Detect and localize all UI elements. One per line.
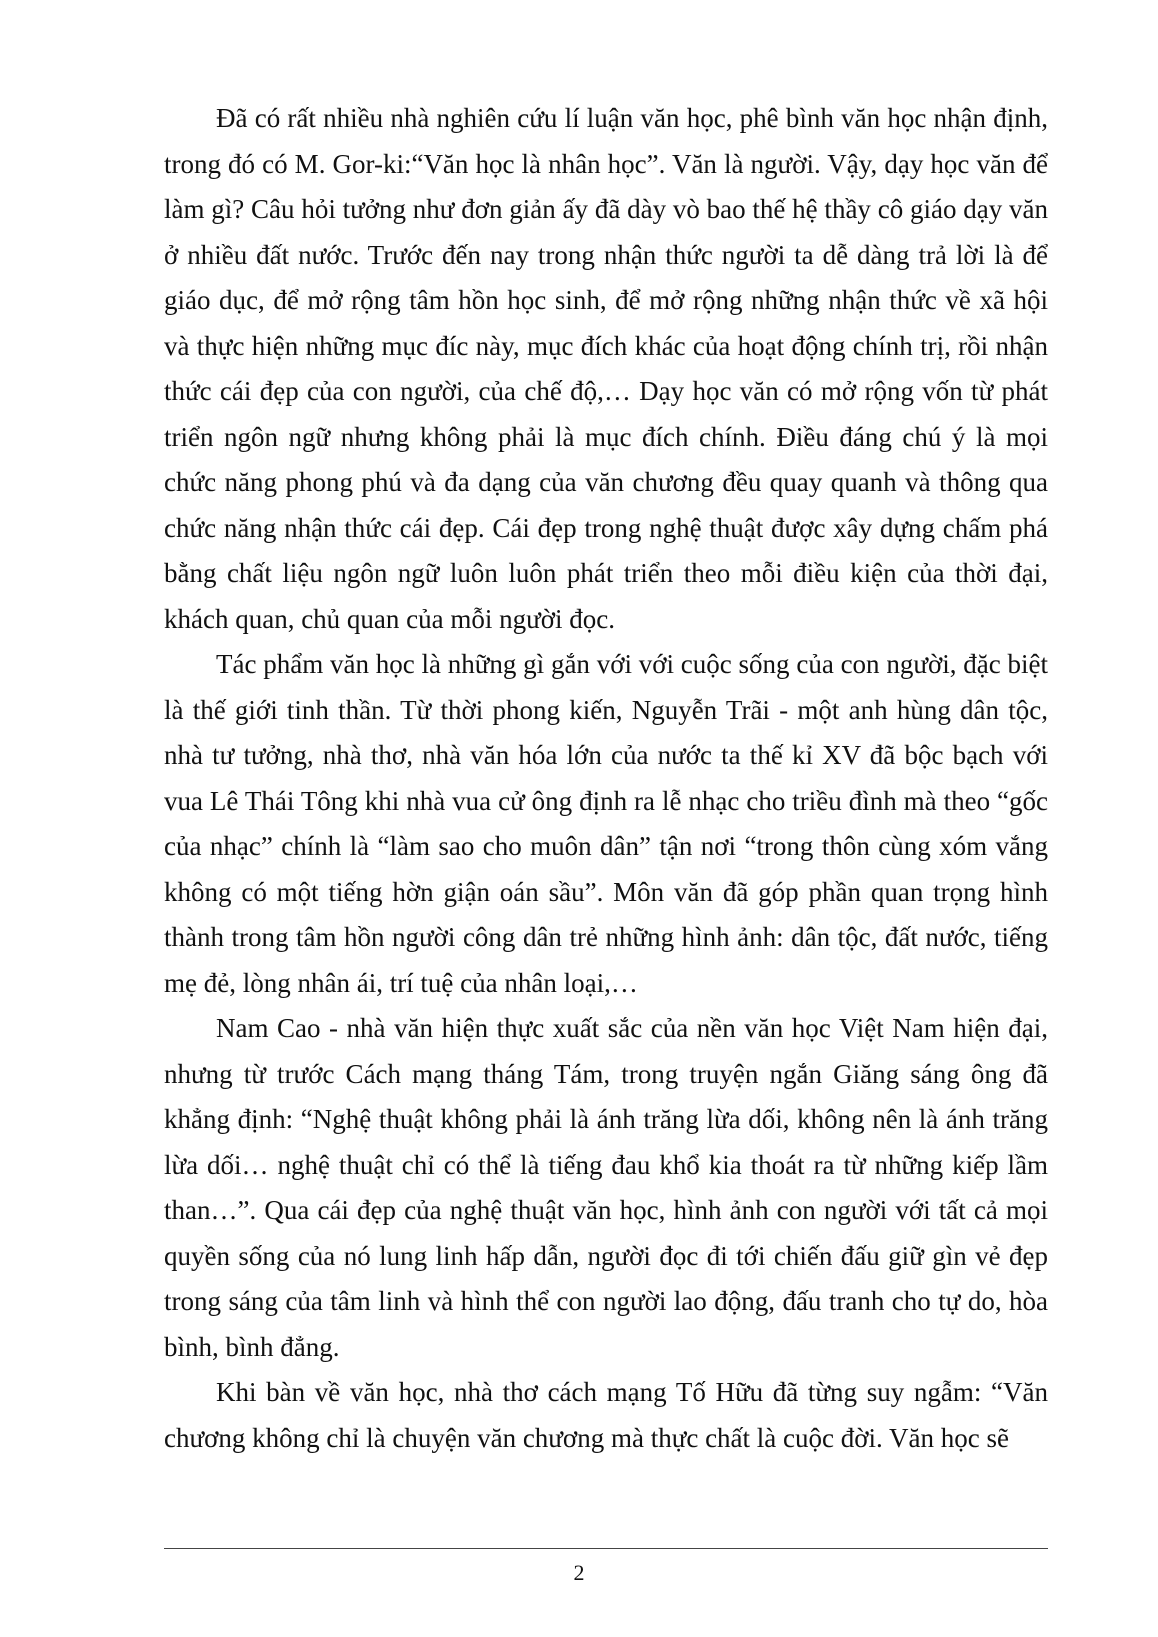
paragraph-1: Đã có rất nhiều nhà nghiên cứu lí luận văn học, phê bình văn học nhận định, trong đó có M. Gor-ki:“Văn học là nhân học”. Văn là người. Vậy, dạy học văn để làm gì? Câu hỏi tưởng như đơn giản ấy đã dày vò bao thế hệ thầy cô giáo dạy văn ở nhiều đất nước. Trước đến nay trong nhận thức người ta dễ dàng trả lời là để giáo dục, để mở rộng tâm hồn học sinh, để mở rộng những nhận thức về xã hội và thực hiện những mục đíc này, mục đích khác của hoạt động chính trị, rồi nhận thức cái đẹp của con người, của chế độ,… Dạy học văn có mở rộng vốn từ phát triển ngôn ngữ nhưng không phải là mục đích chính. Điều đáng chú ý là mọi chức năng phong phú và đa dạng của văn chương đều quay quanh và thông qua chức năng nhận thức cái đẹp. Cái đẹp trong nghệ thuật được xây dựng chấm phá bằng chất liệu ngôn ngữ luôn luôn phát triển theo mỗi điều kiện của thời đại, khách quan, chủ quan của mỗi người đọc.: [164, 103, 1048, 634]
paragraph-3: Nam Cao - nhà văn hiện thực xuất sắc của nền văn học Việt Nam hiện đại, nhưng từ trước Cách mạng tháng Tám, trong truyện ngắn Giăng sáng ông đã khẳng định: “Nghệ thuật không phải là ánh trăng lừa dối, không nên là ánh trăng lừa dối… nghệ thuật chỉ có thể là tiếng đau khổ kia thoát ra từ những kiếp lầm than…”. Qua cái đẹp của nghệ thuật văn học, hình ảnh con người với tất cả mọi quyền sống của nó lung linh hấp dẫn, người đọc đi tới chiến đấu giữ gìn vẻ đẹp trong sáng của tâm linh và hình thể con người lao động, đấu tranh cho tự do, hòa bình, bình đẳng.: [164, 1013, 1048, 1362]
page-number: 2: [573, 1560, 585, 1585]
footer-divider: [164, 1548, 1048, 1549]
paragraph-2: Tác phẩm văn học là những gì gắn với với cuộc sống của con người, đặc biệt là thế giới tinh thần. Từ thời phong kiến, Nguyễn Trãi - một anh hùng dân tộc, nhà tư tưởng, nhà thơ, nhà văn hóa lớn của nước ta thế kỉ XV đã bộc bạch với vua Lê Thái Tông khi nhà vua cử ông định ra lễ nhạc cho triều đình mà theo “gốc của nhạc” chính là “làm sao cho muôn dân” tận nơi “trong thôn cùng xóm vắng không có một tiếng hờn giận oán sầu”. Môn văn đã góp phần quan trọng hình thành trong tâm hồn người công dân trẻ những hình ảnh: dân tộc, đất nước, tiếng mẹ đẻ, lòng nhân ái, trí tuệ của nhân loại,…: [164, 649, 1048, 998]
document-body: [164, 96, 1048, 1461]
paragraph-4: Khi bàn về văn học, nhà thơ cách mạng Tố Hữu đã từng suy ngẫm: “Văn chương không chỉ là chuyện văn chương mà thực chất là cuộc đời. Văn học sẽ: [164, 1377, 1048, 1453]
